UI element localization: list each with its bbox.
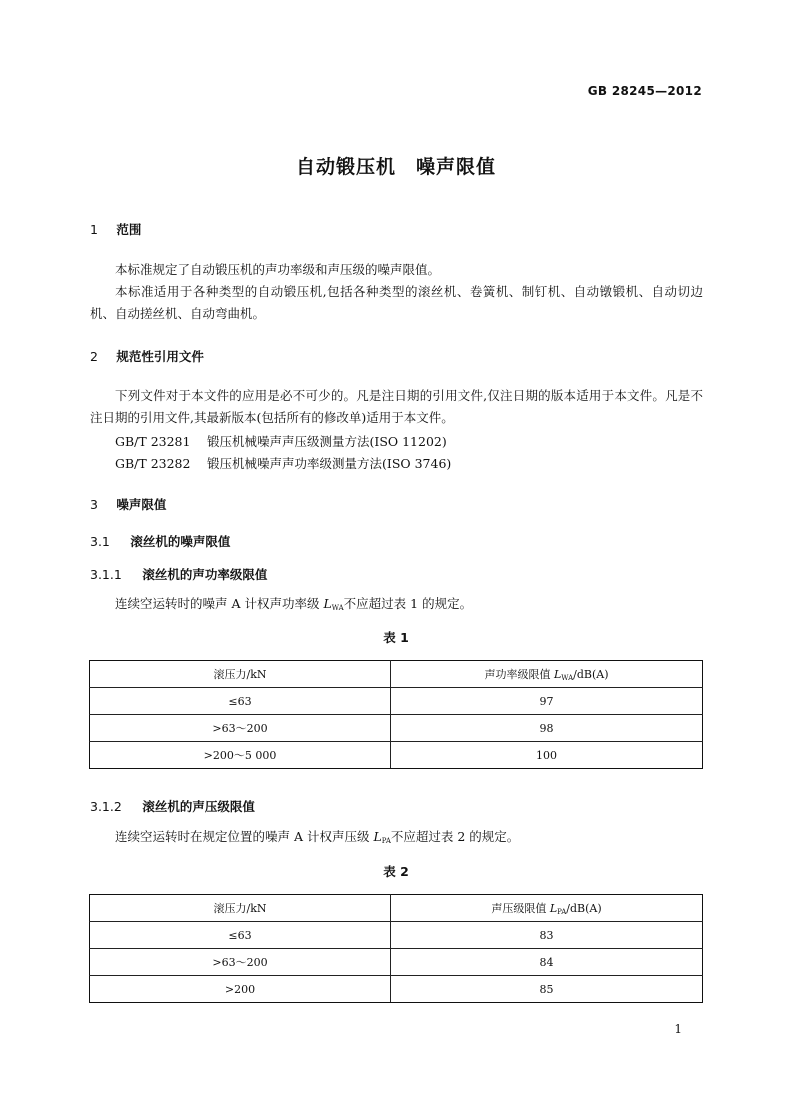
limit-cell: 97: [391, 688, 703, 715]
table-1: [89, 660, 703, 769]
table-row: [90, 715, 703, 742]
header-cell: 滚压力/kN: [90, 661, 391, 688]
force-cell: >63～200: [90, 949, 391, 976]
table-2-caption: 表 2: [383, 864, 409, 879]
section-number: 2: [90, 349, 98, 364]
limit-cell: 100: [391, 742, 703, 769]
force-cell: ≤63: [90, 688, 391, 715]
symbol-l: L: [373, 829, 382, 844]
paragraph: 本标准规定了自动锻压机的声功率级和声压级的噪声限值。: [115, 262, 441, 277]
table-row: [90, 976, 703, 1003]
section-1-heading: [90, 220, 141, 238]
symbol-l: L: [553, 668, 562, 681]
reference-title: 锻压机械噪声声功率级测量方法(ISO 3746): [207, 456, 452, 471]
page-title: 自动锻压机 噪声限值: [295, 156, 496, 178]
section-3-heading: [90, 495, 166, 513]
section-3-1-2-heading: [90, 797, 255, 815]
section-2-heading: [90, 347, 204, 365]
limit-cell: 84: [391, 949, 703, 976]
section-title: 噪声限值: [116, 497, 167, 512]
reference-code: GB/T 23282: [115, 456, 191, 471]
normative-reference: [115, 432, 447, 450]
reference-title: 锻压机械噪声声压级测量方法(ISO 11202): [207, 434, 447, 449]
header-cell: [391, 895, 703, 922]
table-header-row: [90, 895, 703, 922]
section-title: 滚丝机的声功率级限值: [142, 567, 268, 582]
section-title: 滚丝机的声压级限值: [142, 799, 255, 814]
text: 连续空运转时在规定位置的噪声 A 计权声压级: [115, 829, 374, 844]
text: 连续空运转时的噪声 A 计权声功率级: [115, 596, 324, 611]
text: /dB(A): [566, 902, 602, 915]
text: 声压级限值: [491, 902, 550, 915]
standard-number: GB 28245—2012: [587, 84, 702, 98]
table-row: [90, 688, 703, 715]
symbol-subscript: PA: [557, 908, 567, 916]
paragraph: 下列文件对于本文件的应用是必不可少的。凡是注日期的引用文件,仅注日期的版本适用于本文件。凡是不注日期的引用文件,其最新版本(包括所有的修改单)适用于本文件。: [90, 388, 703, 425]
section-number: 3.1.1: [90, 567, 122, 582]
normative-reference: [115, 454, 451, 472]
section-title: 范围: [116, 222, 142, 237]
table-2: [89, 894, 703, 1003]
section-title: 规范性引用文件: [116, 349, 204, 364]
page-number: 1: [674, 1022, 682, 1036]
section-3-1-2-body: [90, 826, 703, 852]
table-header-row: [90, 661, 703, 688]
limit-cell: 98: [391, 715, 703, 742]
paragraph: 本标准适用于各种类型的自动锻压机,包括各种类型的滚丝机、卷簧机、制钉机、自动镦锻机、自动切边机、自动搓丝机、自动弯曲机。: [90, 284, 703, 321]
limit-cell: 85: [391, 976, 703, 1003]
reference-code: GB/T 23281: [115, 434, 191, 449]
table-row: [90, 949, 703, 976]
table-row: [90, 742, 703, 769]
section-number: 1: [90, 222, 98, 237]
section-number: 3.1: [90, 534, 110, 549]
text: 声功率级限值: [484, 668, 554, 681]
limit-cell: 83: [391, 922, 703, 949]
force-cell: >200～5 000: [90, 742, 391, 769]
section-3-1-1-heading: [90, 565, 267, 583]
header-cell: [391, 661, 703, 688]
force-cell: ≤63: [90, 922, 391, 949]
section-3-1-heading: [90, 532, 230, 550]
paragraph: [90, 593, 703, 619]
section-3-1-1-body: [90, 593, 703, 619]
text: /dB(A): [573, 668, 609, 681]
section-2-body: [90, 385, 703, 429]
force-cell: >200: [90, 976, 391, 1003]
force-cell: >63～200: [90, 715, 391, 742]
symbol-l: L: [549, 902, 558, 915]
symbol-subscript: WA: [331, 604, 344, 612]
section-number: 3: [90, 497, 98, 512]
section-number: 3.1.2: [90, 799, 122, 814]
table-1-caption: 表 1: [383, 630, 409, 645]
text: 不应超过表 2 的规定。: [390, 829, 520, 844]
symbol-subscript: PA: [381, 837, 391, 845]
symbol-l: L: [323, 596, 332, 611]
table-row: [90, 922, 703, 949]
symbol-subscript: WA: [561, 674, 574, 682]
text: 不应超过表 1 的规定。: [343, 596, 473, 611]
section-title: 滚丝机的噪声限值: [130, 534, 231, 549]
section-1-body: [90, 259, 703, 325]
paragraph: [90, 826, 703, 852]
header-cell: 滚压力/kN: [90, 895, 391, 922]
